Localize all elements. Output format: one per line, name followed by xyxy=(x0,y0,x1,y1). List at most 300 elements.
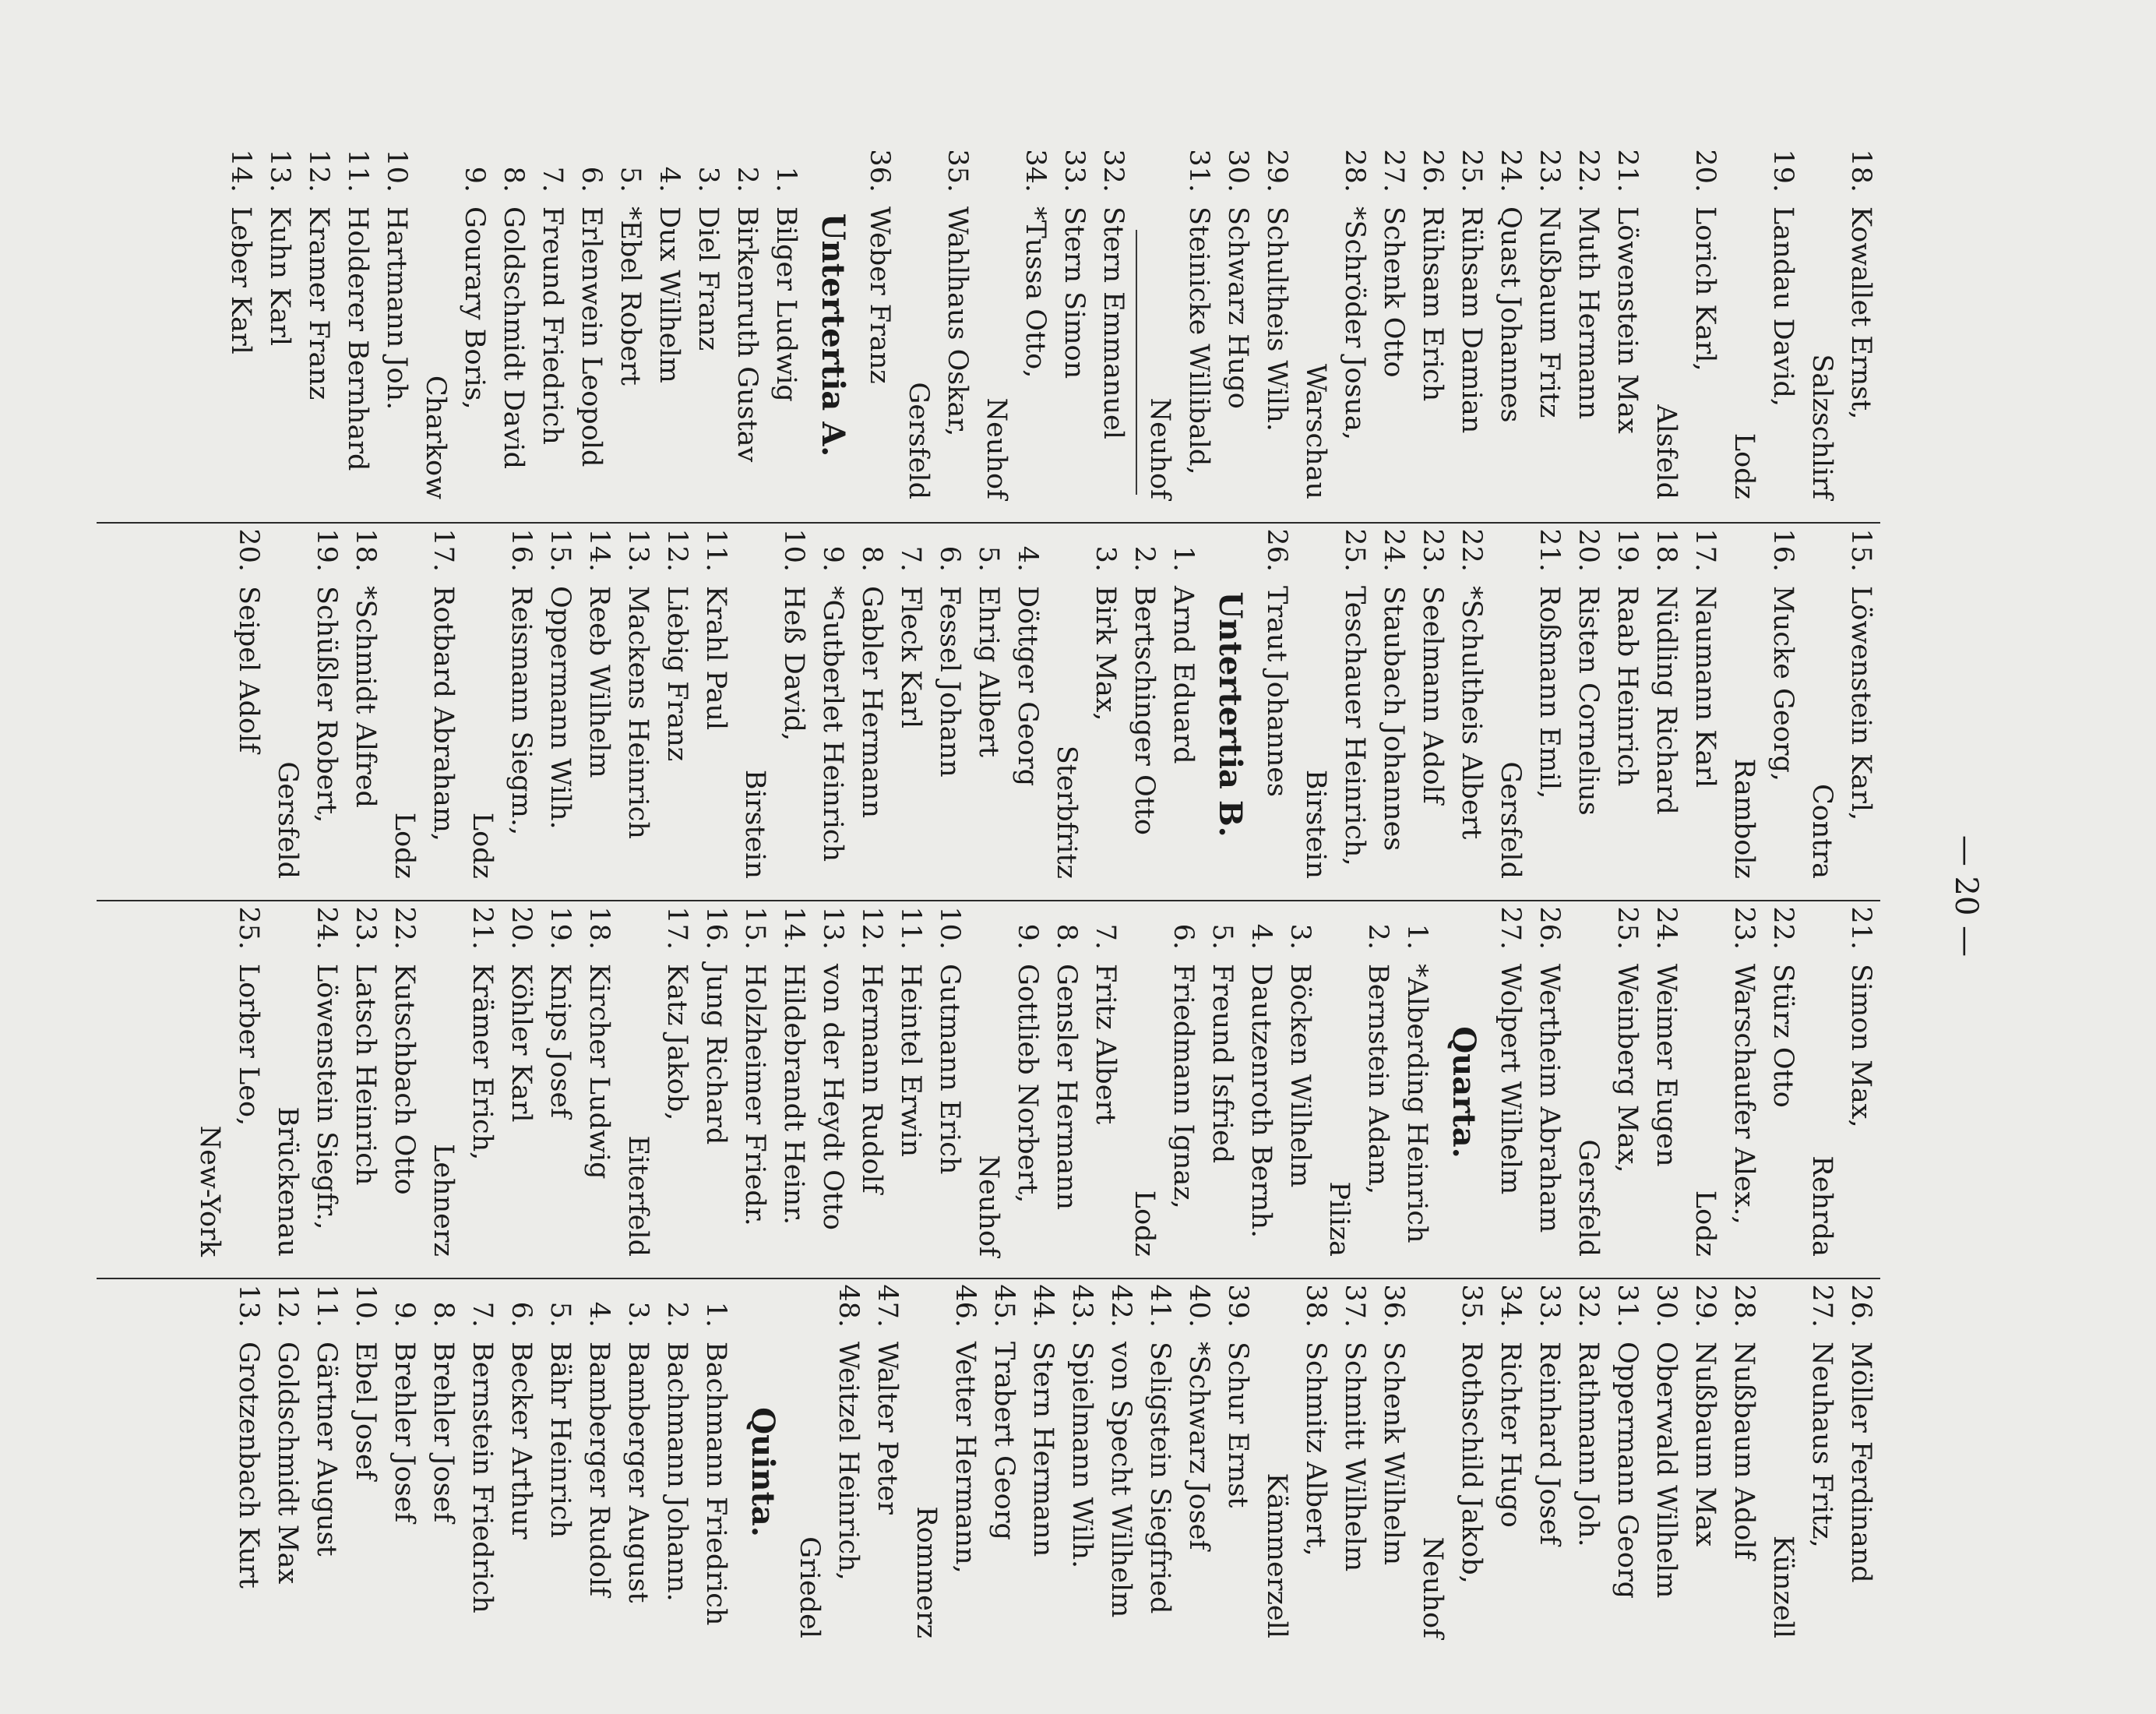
student-name: *Alberding Heinrich xyxy=(1401,964,1432,1243)
hometown: Lehnerz xyxy=(428,1144,459,1257)
student-name: Walter Peter xyxy=(872,1342,903,1515)
entry-number: 28. xyxy=(1728,1284,1760,1328)
entry-number: 32. xyxy=(1573,1284,1604,1328)
student-name: *Gutberlet Heinrich xyxy=(817,586,848,862)
entry-number: 25. xyxy=(1612,906,1643,950)
student-name: Nüdling Richard xyxy=(1650,586,1682,815)
student-name: Gottlieb Norbert, xyxy=(1012,964,1043,1204)
entry-number: 19. xyxy=(1612,528,1643,572)
student-name: Weinberg Max, xyxy=(1612,964,1643,1173)
hometown: Neuhof xyxy=(1144,397,1175,499)
student-name: Neuhaus Fritz, xyxy=(1806,1342,1837,1548)
student-name: Mucke Georg, xyxy=(1767,586,1798,782)
student-entry xyxy=(580,901,618,1268)
entry-number: 31. xyxy=(1612,1284,1643,1328)
student-entry xyxy=(346,1279,385,1649)
student-entry xyxy=(268,901,346,1268)
entry-number: 17. xyxy=(1689,528,1721,572)
student-name: Stern Hermann xyxy=(1027,1342,1059,1557)
entry-number: 18. xyxy=(583,906,615,950)
entry-number: 34. xyxy=(1495,1284,1526,1328)
student-entry xyxy=(1763,1279,1841,1649)
entry-number: 17. xyxy=(661,906,692,950)
entry-number: 18. xyxy=(350,528,381,572)
student-name: Teschauer Heinrich, xyxy=(1339,586,1370,866)
student-name: Naumann Karl xyxy=(1689,586,1721,788)
student-name: Brehler Josef xyxy=(428,1342,459,1523)
student-entry xyxy=(1179,1279,1218,1649)
entry-number: 1. xyxy=(1401,923,1432,950)
entry-number: 4. xyxy=(653,166,685,192)
student-entry xyxy=(572,144,611,510)
entry-number: 24. xyxy=(1650,906,1682,950)
entry-number: 16. xyxy=(1767,528,1798,572)
student-entry xyxy=(1686,1279,1724,1649)
student-entry xyxy=(1397,901,1436,1268)
entry-number: 10. xyxy=(381,149,412,192)
student-entry xyxy=(618,901,696,1268)
entry-number: 9. xyxy=(817,545,848,572)
student-entry xyxy=(1647,1279,1686,1649)
entry-number: 23. xyxy=(1534,149,1565,192)
entry-number: 36. xyxy=(864,149,895,192)
student-entry xyxy=(1374,144,1413,510)
student-name: Arnd Eduard xyxy=(1168,586,1199,764)
entry-number: 46. xyxy=(949,1284,981,1328)
student-name: Holzheimer Friedr. xyxy=(739,964,770,1226)
student-name: Muth Hermann xyxy=(1573,206,1604,420)
student-entry xyxy=(766,144,805,510)
student-entry xyxy=(541,1279,580,1649)
entry-number: 29. xyxy=(1689,1284,1721,1328)
student-name: Seipel Adolf xyxy=(233,586,264,753)
student-entry xyxy=(1841,1279,1880,1649)
student-name: Bilger Ludwig xyxy=(770,206,801,402)
hometown: Gersfeld xyxy=(1573,1139,1604,1257)
student-name: Steinicke Willibald, xyxy=(1183,206,1214,475)
entry-number: 18. xyxy=(1845,149,1876,192)
entry-number: 18. xyxy=(1650,528,1682,572)
student-name: Liebig Franz xyxy=(661,586,692,762)
student-name: Oberwald Wilhelm xyxy=(1650,1342,1682,1599)
student-entry xyxy=(735,524,813,890)
entry-number: 44. xyxy=(1027,1284,1059,1328)
entry-number: 25. xyxy=(1339,528,1370,572)
entry-number: 27. xyxy=(1806,1284,1837,1328)
student-entry xyxy=(1218,1279,1257,1649)
student-name: Kircher Ludwig xyxy=(583,964,615,1180)
entry-number: 11. xyxy=(342,149,373,192)
entry-number: 5. xyxy=(615,166,646,192)
student-entry xyxy=(813,524,852,890)
student-name: Schwarz Hugo xyxy=(1222,206,1253,409)
entry-number: 31. xyxy=(1183,149,1214,192)
student-entry xyxy=(860,144,899,510)
student-entry xyxy=(977,144,1055,510)
hometown: Alsfeld xyxy=(1650,404,1682,499)
entry-number: 48. xyxy=(833,1284,864,1328)
student-name: Bernstein Friedrich xyxy=(467,1342,498,1613)
entry-number: 3. xyxy=(692,166,724,192)
student-name: Heß David, xyxy=(778,586,809,742)
student-entry xyxy=(580,1279,618,1649)
hometown: Neuhof xyxy=(1417,1536,1448,1638)
student-entry xyxy=(338,144,377,510)
student-name: *Schmidt Alfred xyxy=(350,586,381,808)
student-name: Risten Cornelius xyxy=(1573,586,1604,816)
hometown: Lodz xyxy=(1689,1190,1721,1257)
student-name: Fessel Johann xyxy=(934,586,965,778)
student-name: Bertschinger Otto xyxy=(1129,586,1160,835)
student-entry xyxy=(229,524,268,890)
student-name: Traut Johannes xyxy=(1261,586,1292,797)
hometown: Contra xyxy=(1806,783,1837,879)
entry-number: 42. xyxy=(1105,1284,1136,1328)
student-entry xyxy=(891,901,930,1268)
entry-number: 3. xyxy=(622,1301,653,1328)
student-entry xyxy=(424,1279,463,1649)
entry-number: 5. xyxy=(544,1301,576,1328)
entry-number: 12. xyxy=(661,528,692,572)
entry-number: 3. xyxy=(1284,923,1316,950)
entry-number: 19. xyxy=(544,906,576,950)
student-entry xyxy=(1203,901,1242,1268)
student-entry xyxy=(1608,524,1647,890)
student-name: Oppermann Wilh. xyxy=(544,586,576,830)
student-entry xyxy=(385,901,424,1268)
entry-number: 36. xyxy=(1378,1284,1409,1328)
student-name: Freund Isfried xyxy=(1207,964,1238,1164)
student-name: Birkenruth Gustav xyxy=(731,206,763,463)
student-entry xyxy=(1047,524,1125,890)
student-entry xyxy=(1257,524,1296,890)
student-entry xyxy=(502,1279,541,1649)
hometown: Lodz xyxy=(389,812,420,879)
entry-number: 3. xyxy=(1090,545,1121,572)
entry-number: 1. xyxy=(770,166,801,192)
student-name: Schultheis Wilh. xyxy=(1261,206,1292,432)
student-entry xyxy=(580,524,618,890)
student-entry xyxy=(1452,524,1491,890)
student-name: Krahl Paul xyxy=(700,586,731,731)
student-entry xyxy=(1491,524,1569,890)
entry-number: 10. xyxy=(350,1284,381,1328)
entry-number: 26. xyxy=(1845,1284,1876,1328)
hometown: Neuhof xyxy=(981,397,1012,499)
student-entry xyxy=(385,1279,424,1649)
student-name: Nußbaum Fritz xyxy=(1534,206,1565,418)
student-name: Diel Franz xyxy=(692,206,724,351)
student-name: Roßmann Emil, xyxy=(1534,586,1565,799)
student-entry xyxy=(1569,1279,1608,1649)
student-name: Oppermann Georg xyxy=(1612,1342,1643,1599)
student-entry xyxy=(969,901,1047,1268)
student-entry xyxy=(1374,1279,1413,1649)
student-entry xyxy=(891,524,930,890)
student-entry xyxy=(852,901,891,1268)
student-entry xyxy=(268,524,346,890)
student-name: Löwenstein Max xyxy=(1612,206,1643,434)
hometown: Kämmerzell xyxy=(1261,1472,1292,1638)
hometown: Lodz xyxy=(467,812,498,879)
hometown: Piliza xyxy=(1323,1181,1355,1257)
student-name: Döttger Georg xyxy=(1012,586,1043,787)
student-entry xyxy=(385,524,463,890)
student-entry xyxy=(774,901,813,1268)
entry-number: 5. xyxy=(973,545,1004,572)
student-entry xyxy=(1608,144,1647,510)
student-name: Weitzel Heinrich, xyxy=(833,1342,864,1581)
student-name: Nußbaum Max xyxy=(1689,1342,1721,1547)
hometown: Lodz xyxy=(1129,1190,1160,1257)
student-entry xyxy=(696,901,735,1268)
student-name: Kramer Franz xyxy=(303,206,334,400)
student-name: Holderer Bernhard xyxy=(342,206,373,471)
entry-number: 2. xyxy=(661,1301,692,1328)
entry-number: 21. xyxy=(1845,906,1876,950)
student-name: Knips Josef xyxy=(544,964,576,1119)
entry-number: 43. xyxy=(1066,1284,1097,1328)
entry-number: 22. xyxy=(1767,906,1798,950)
student-name: Brehler Josef xyxy=(389,1342,420,1523)
entry-number: 2. xyxy=(1362,923,1393,950)
entry-number: 9. xyxy=(459,166,490,192)
entry-number: 14. xyxy=(225,149,256,192)
student-name: Grotzenbach Kurt xyxy=(233,1342,264,1589)
student-name: Schmitt Wilhelm xyxy=(1339,1342,1370,1572)
entry-number: 33. xyxy=(1059,149,1090,192)
entry-number: 35. xyxy=(1456,1284,1487,1328)
student-name: Staubach Johannes xyxy=(1378,586,1409,852)
hometown: Rehrda xyxy=(1806,1155,1837,1257)
column-2 xyxy=(97,522,1880,890)
student-name: Hartmann Joh. xyxy=(381,206,412,411)
entry-number: 26. xyxy=(1417,149,1448,192)
student-entry xyxy=(1094,144,1133,510)
entry-number: 41. xyxy=(1144,1284,1175,1328)
hometown: New-York xyxy=(194,1125,225,1257)
entry-number: 6. xyxy=(1168,923,1199,950)
student-name: Rotbard Abraham, xyxy=(428,586,459,842)
student-name: Rathmann Joh. xyxy=(1573,1342,1604,1547)
student-entry xyxy=(735,901,774,1268)
student-name: Becker Arthur xyxy=(506,1342,537,1539)
hometown: Charkow xyxy=(420,375,451,499)
student-entry xyxy=(1335,1279,1374,1649)
student-entry xyxy=(221,144,260,510)
entry-number: 4. xyxy=(583,1301,615,1328)
student-entry xyxy=(1413,1279,1491,1649)
student-entry xyxy=(1802,144,1880,510)
student-entry xyxy=(727,144,766,510)
entry-number: 11. xyxy=(895,906,926,950)
student-name: Löwenstein Karl, xyxy=(1845,586,1876,821)
entry-number: 7. xyxy=(1090,923,1121,950)
student-entry xyxy=(1101,1279,1140,1649)
entry-number: 27. xyxy=(1495,906,1526,950)
student-name: Wahlhaus Oskar, xyxy=(942,206,973,437)
student-entry xyxy=(541,524,580,890)
entry-number: 23. xyxy=(350,906,381,950)
entry-number: 13. xyxy=(233,1284,264,1328)
entry-number: 28. xyxy=(1339,149,1370,192)
student-name: Schmitz Albert, xyxy=(1300,1342,1331,1557)
entry-number: 17. xyxy=(428,528,459,572)
student-name: Hildebrandt Heinr. xyxy=(778,964,809,1226)
student-name: Kutschbach Otto xyxy=(389,964,420,1195)
entry-number: 25. xyxy=(233,906,264,950)
entry-number: 22. xyxy=(1456,528,1487,572)
entry-number: 11. xyxy=(700,528,731,572)
entry-number: 10. xyxy=(934,906,965,950)
entry-number: 45. xyxy=(988,1284,1020,1328)
student-entry xyxy=(868,1279,907,1649)
student-name: Kowallet Ernst, xyxy=(1845,206,1876,420)
student-name: Schenk Wilhelm xyxy=(1378,1342,1409,1566)
student-entry xyxy=(1491,144,1530,510)
student-name: Rühsam Erich xyxy=(1417,206,1448,402)
student-name: Böcken Wilhelm xyxy=(1284,964,1316,1188)
student-entry xyxy=(299,144,338,510)
student-name: Schüßler Robert, xyxy=(311,586,342,823)
student-entry xyxy=(696,524,735,890)
student-entry xyxy=(930,901,969,1268)
student-name: Reismann Siegm., xyxy=(506,586,537,836)
entry-number: 4. xyxy=(1245,923,1277,950)
student-entry xyxy=(1218,144,1257,510)
student-name: Weber Franz xyxy=(864,206,895,384)
student-name: Fleck Karl xyxy=(895,586,926,729)
hometown: Birstein xyxy=(1300,769,1331,879)
entry-number: 22. xyxy=(389,906,420,950)
entry-number: 10. xyxy=(778,528,809,572)
student-name: Leber Karl xyxy=(225,206,256,354)
hometown: Gersfeld xyxy=(1495,761,1526,879)
student-entry xyxy=(1047,901,1086,1268)
student-entry xyxy=(1281,901,1319,1268)
student-entry xyxy=(1686,524,1724,890)
entry-number: 15. xyxy=(544,528,576,572)
student-entry xyxy=(611,144,650,510)
entry-number: 9. xyxy=(1012,923,1043,950)
student-entry xyxy=(1319,901,1397,1268)
entry-number: 20. xyxy=(1689,149,1721,192)
student-name: Gabler Hermann xyxy=(856,586,887,819)
student-entry xyxy=(1724,1279,1763,1649)
entry-number: 2. xyxy=(1129,545,1160,572)
student-name: Reinhard Josef xyxy=(1534,1342,1565,1546)
student-entry xyxy=(657,524,696,890)
column-3 xyxy=(97,900,1880,1268)
student-name: Wertheim Abraham xyxy=(1534,964,1565,1233)
student-name: Köhler Karl xyxy=(506,964,537,1123)
entry-number: 24. xyxy=(1495,149,1526,192)
student-name: Ehrig Albert xyxy=(973,586,1004,757)
entry-number: 33. xyxy=(1534,1284,1565,1328)
student-entry xyxy=(307,1279,346,1649)
student-entry xyxy=(1763,901,1802,1268)
student-name: Kuhn Karl xyxy=(264,206,295,347)
student-entry xyxy=(463,1279,502,1649)
entry-number: 2. xyxy=(731,166,763,192)
entry-number: 30. xyxy=(1650,1284,1682,1328)
student-name: Gärtner August xyxy=(311,1342,342,1557)
student-name: *Schröder Josua, xyxy=(1339,206,1370,440)
student-name: Reeb Wilhelm xyxy=(583,586,615,778)
student-name: Seligstein Siegfried xyxy=(1144,1342,1175,1614)
student-entry xyxy=(696,1279,735,1649)
student-name: Weimer Eugen xyxy=(1650,964,1682,1167)
entry-number: 25. xyxy=(1456,149,1487,192)
student-name: Birk Max, xyxy=(1090,586,1121,721)
entry-number: 8. xyxy=(1051,923,1082,950)
student-entry xyxy=(1296,144,1374,510)
student-entry xyxy=(790,1279,868,1649)
student-entry xyxy=(1140,1279,1179,1649)
student-entry xyxy=(416,144,494,510)
student-entry xyxy=(494,144,533,510)
student-name: Spielmann Wilh. xyxy=(1066,1342,1097,1569)
hometown: Lodz xyxy=(1728,432,1760,499)
entry-number: 12. xyxy=(303,149,334,192)
student-entry xyxy=(533,144,572,510)
student-name: Heintel Erwin xyxy=(895,964,926,1158)
entry-number: 34. xyxy=(1020,149,1051,192)
student-name: Krämer Erich, xyxy=(467,964,498,1161)
student-name: Lorber Leo, xyxy=(233,964,264,1127)
student-entry xyxy=(969,524,1008,890)
entry-number: 7. xyxy=(895,545,926,572)
student-entry xyxy=(1647,901,1686,1268)
entry-number: 24. xyxy=(311,906,342,950)
hometown: Warschau xyxy=(1300,363,1331,499)
student-entry xyxy=(190,901,268,1268)
student-name: Stürz Otto xyxy=(1767,964,1798,1108)
student-name: Simon Max, xyxy=(1845,964,1876,1128)
student-entry xyxy=(650,144,689,510)
student-entry xyxy=(1530,144,1569,510)
hometown: Gersfeld xyxy=(272,761,303,879)
entry-number: 1. xyxy=(700,1301,731,1328)
entry-number: 7. xyxy=(467,1301,498,1328)
student-name: Rothschild Jakob, xyxy=(1456,1342,1487,1584)
hometown: Künzell xyxy=(1767,1535,1798,1638)
student-name: Bernstein Adam, xyxy=(1362,964,1393,1195)
student-entry xyxy=(1530,901,1569,1268)
student-entry xyxy=(1647,524,1686,890)
entry-number: 8. xyxy=(428,1301,459,1328)
entry-number: 21. xyxy=(467,906,498,950)
entry-number: 39. xyxy=(1222,1284,1253,1328)
entry-number: 14. xyxy=(583,528,615,572)
student-entry xyxy=(1802,524,1880,890)
student-entry xyxy=(657,1279,696,1649)
student-entry xyxy=(907,1279,985,1649)
student-entry xyxy=(1491,1279,1530,1649)
student-name: Mackens Heinrich xyxy=(622,586,653,839)
entry-number: 35. xyxy=(942,149,973,192)
student-name: Schur Ernst xyxy=(1222,1342,1253,1508)
student-name: Katz Jakob, xyxy=(661,964,692,1121)
student-name: von der Heydt Otto xyxy=(817,964,848,1230)
student-name: Freund Friedrich xyxy=(537,206,568,445)
student-name: Stern Simon xyxy=(1059,206,1090,379)
student-name: Erlenwein Leopold xyxy=(576,206,607,467)
entry-number: 14. xyxy=(778,906,809,950)
student-entry xyxy=(1257,1279,1335,1649)
student-entry xyxy=(1125,524,1164,890)
entry-number: 19. xyxy=(311,528,342,572)
